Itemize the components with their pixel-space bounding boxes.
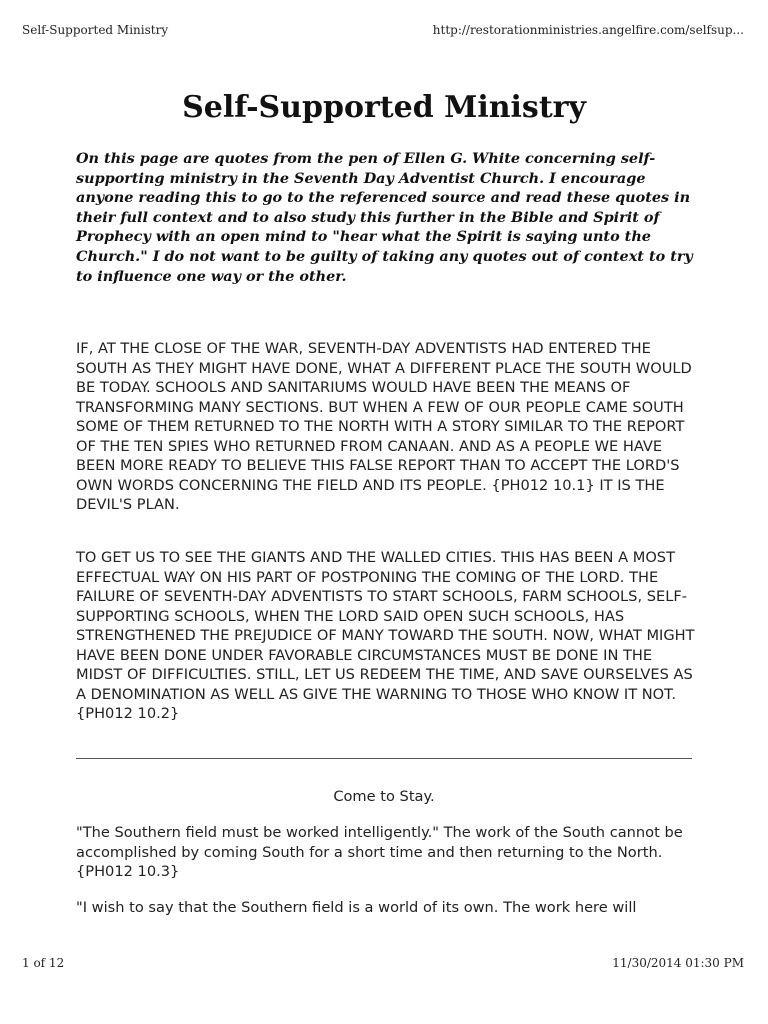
- section-heading: Come to Stay.: [333, 788, 435, 805]
- page-indicator: 1 of 12: [22, 956, 65, 970]
- body-paragraph: "I wish to say that the Southern field is a world of its own. The work here will: [76, 899, 637, 916]
- print-timestamp: 11/30/2014 01:30 PM: [612, 956, 744, 970]
- print-header-title: Self-Supported Ministry: [22, 23, 169, 37]
- print-header-url: http://restorationministries.angelfire.com/selfsup...: [432, 23, 744, 37]
- intro-paragraph: On this page are quotes from the pen of Ellen G. White concerning self-supporting ministry in the Seventh Day Adventist Church. I encourage anyone reading this to go to the referenced source and read these quotes in their full context and to also study this further in the Bible and Spirit of Prophecy with an open mind to "hear what the Spirit is saying unto the Church." I do not want to be guilty of taking any quotes out of context to try to influence one way or the other.: [76, 150, 693, 285]
- quote-paragraph: IF, AT THE CLOSE OF THE WAR, SEVENTH-DAY ADVENTISTS HAD ENTERED THE SOUTH AS THEY MIGHT HAVE DONE, WHAT A DIFFERENT PLACE THE SOUTH WOULD BE TODAY. SCHOOLS AND SANITARIUMS WOULD HAVE BEEN THE MEANS OF TRANSFORMING MANY SECTIONS. BUT WHEN A FEW OF OUR PEOPLE CAME SOUTH SOME OF THEM RETURNED TO THE NORTH WITH A STORY SIMILAR TO THE REPORT OF THE TEN SPIES WHO RETURNED FROM CANAAN. AND AS A PEOPLE WE HAVE BEEN MORE READY TO BELIEVE THIS FALSE REPORT THAN TO ACCEPT THE LORD'S OWN WORDS CONCERNING THE FIELD AND ITS PEOPLE. {PH012 10.1} IT IS THE DEVIL'S PLAN.: [76, 340, 692, 513]
- page-title: Self-Supported Ministry: [182, 90, 586, 125]
- section-divider: [76, 758, 692, 759]
- quote-paragraph: TO GET US TO SEE THE GIANTS AND THE WALLED CITIES. THIS HAS BEEN A MOST EFFECTUAL WAY ON HIS PART OF POSTPONING THE COMING OF THE LORD. THE FAILURE OF SEVENTH-DAY ADVENTISTS TO START SCHOOLS, FARM SCHOOLS, SELF-SUPPORTING SCHOOLS, WHEN THE LORD SAID OPEN SUCH SCHOOLS, HAS STRENGTHENED THE PREJUDICE OF MANY TOWARD THE SOUTH. NOW, WHAT MIGHT HAVE BEEN DONE UNDER FAVORABLE CIRCUMSTANCES MUST BE DONE IN THE MIDST OF DIFFICULTIES. STILL, LET US REDEEM THE TIME, AND SAVE OURSELVES AS A DENOMINATION AS WELL AS GIVE THE WARNING TO THOSE WHO KNOW IT NOT. {PH012 10.2}: [76, 549, 695, 722]
- body-paragraph: "The Southern field must be worked intelligently." The work of the South cannot be accomplished by coming South for a short time and then returning to the North. {PH012 10.3}: [76, 824, 683, 880]
